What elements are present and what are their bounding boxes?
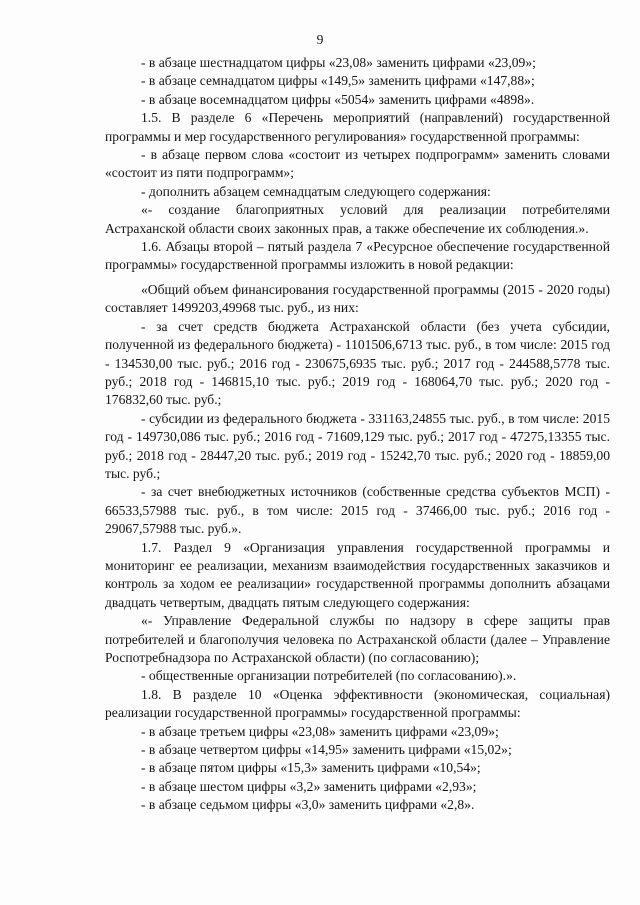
paragraph: 1.8. В разделе 10 «Оценка эффективности (экономическая, социальная) реализации государственной программы» государственной программы: (105, 686, 610, 721)
paragraph: «Общий объем финансирования государственной программы (2015 - 2020 годы) составляет 1499203,49968 тыс. руб., из них: (105, 281, 610, 316)
paragraph: - в абзаце восемнадцатом цифры «5054» заменить цифрами «4898». (141, 91, 535, 107)
paragraph: - дополнить абзацем семнадцатым следующего содержания: (141, 183, 491, 199)
paragraph: - в абзаце седьмом цифры «3,0» заменить цифрами «2,8». (141, 797, 475, 813)
document-body (105, 54, 610, 815)
paragraph: 1.5. В разделе 6 «Перечень мероприятий (направлений) государственной программы и мер государственного регулирования» государственной программы: (105, 110, 610, 144)
paragraph: - в абзаце шестнадцатом цифры «23,08» заменить цифрами «23,09»; (141, 55, 536, 70)
paragraph: - в абзаце первом слова «состоит из четырех подпрограмм» заменить словами «состоит из пяти подпрограмм»; (105, 147, 610, 181)
paragraph: - в абзаце шестом цифры «3,2» заменить цифрами «2,93»; (141, 778, 477, 794)
paragraph: 1.7. Раздел 9 «Организация управления государственной программы и мониторинг ее реализации, механизм взаимодействия государственных заказчиков и контроль за ходом ее реализации» государственной программы дополнить абзацами двадцать четвертым, двадцать пятым следующего содержания: (105, 539, 610, 610)
paragraph: 1.6. Абзацы второй – пятый раздела 7 «Ресурсное обеспечение государственной программы» государственной программы изложить в новой редакции: (105, 239, 610, 273)
paragraph: - в абзаце пятом цифры «15,3» заменить цифрами «10,54»; (141, 760, 481, 776)
paragraph: - общественные организации потребителей (по согласованию).». (141, 668, 517, 684)
paragraph: - в абзаце третьем цифры «23,08» заменить цифрами «23,09»; (141, 723, 499, 739)
page-number: 9 (316, 32, 324, 47)
paragraph: - в абзаце семнадцатом цифры «149,5» заменить цифрами «147,88»; (141, 73, 535, 89)
paragraph: - в абзаце четвертом цифры «14,95» заменить цифрами «15,02»; (141, 742, 512, 758)
paragraph: - за счет средств бюджета Астраханской области (без учета субсидии, полученной из федерального бюджета) - 1101506,6713 тыс. руб., в том числе: 2015 год - 134530,00 тыс. руб.; 2016 год - 230675,6935 тыс. руб.; 2017 год - 244588,5778 тыс. руб.; 2018 год - 146815,10 тыс. руб.; 2019 год - 168064,70 тыс. руб.; 2020 год - 176832,60 тыс. руб.; (105, 318, 610, 408)
paragraph: «- создание благоприятных условий для реализации потребителями Астраханской области своих законных прав, а также обеспечение их соблюдения.». (105, 202, 610, 236)
paragraph: - за счет внебюджетных источников (собственные средства субъектов МСП) - 66533,57988 тыс. руб., в том числе: 2015 год - 37466,00 тыс. руб.; 2016 год - 29067,57988 тыс. руб.». (105, 484, 610, 537)
paragraph: - субсидии из федерального бюджета - 331163,24855 тыс. руб., в том числе: 2015 год - 149730,086 тыс. руб.; 2016 год - 71609,129 тыс. руб.; 2017 год - 47275,13355 тыс. руб.; 2018 год - 28447,20 тыс. руб.; 2019 год - 15242,70 тыс. руб.; 2020 год - 18859,00 тыс. руб.; (105, 410, 610, 481)
paragraph: «- Управление Федеральной службы по надзору в сфере защиты прав потребителей и благополучия человека по Астраханской области (далее – Управление Роспотребнадзора по Астраханской области) (по согласованию); (105, 613, 610, 665)
